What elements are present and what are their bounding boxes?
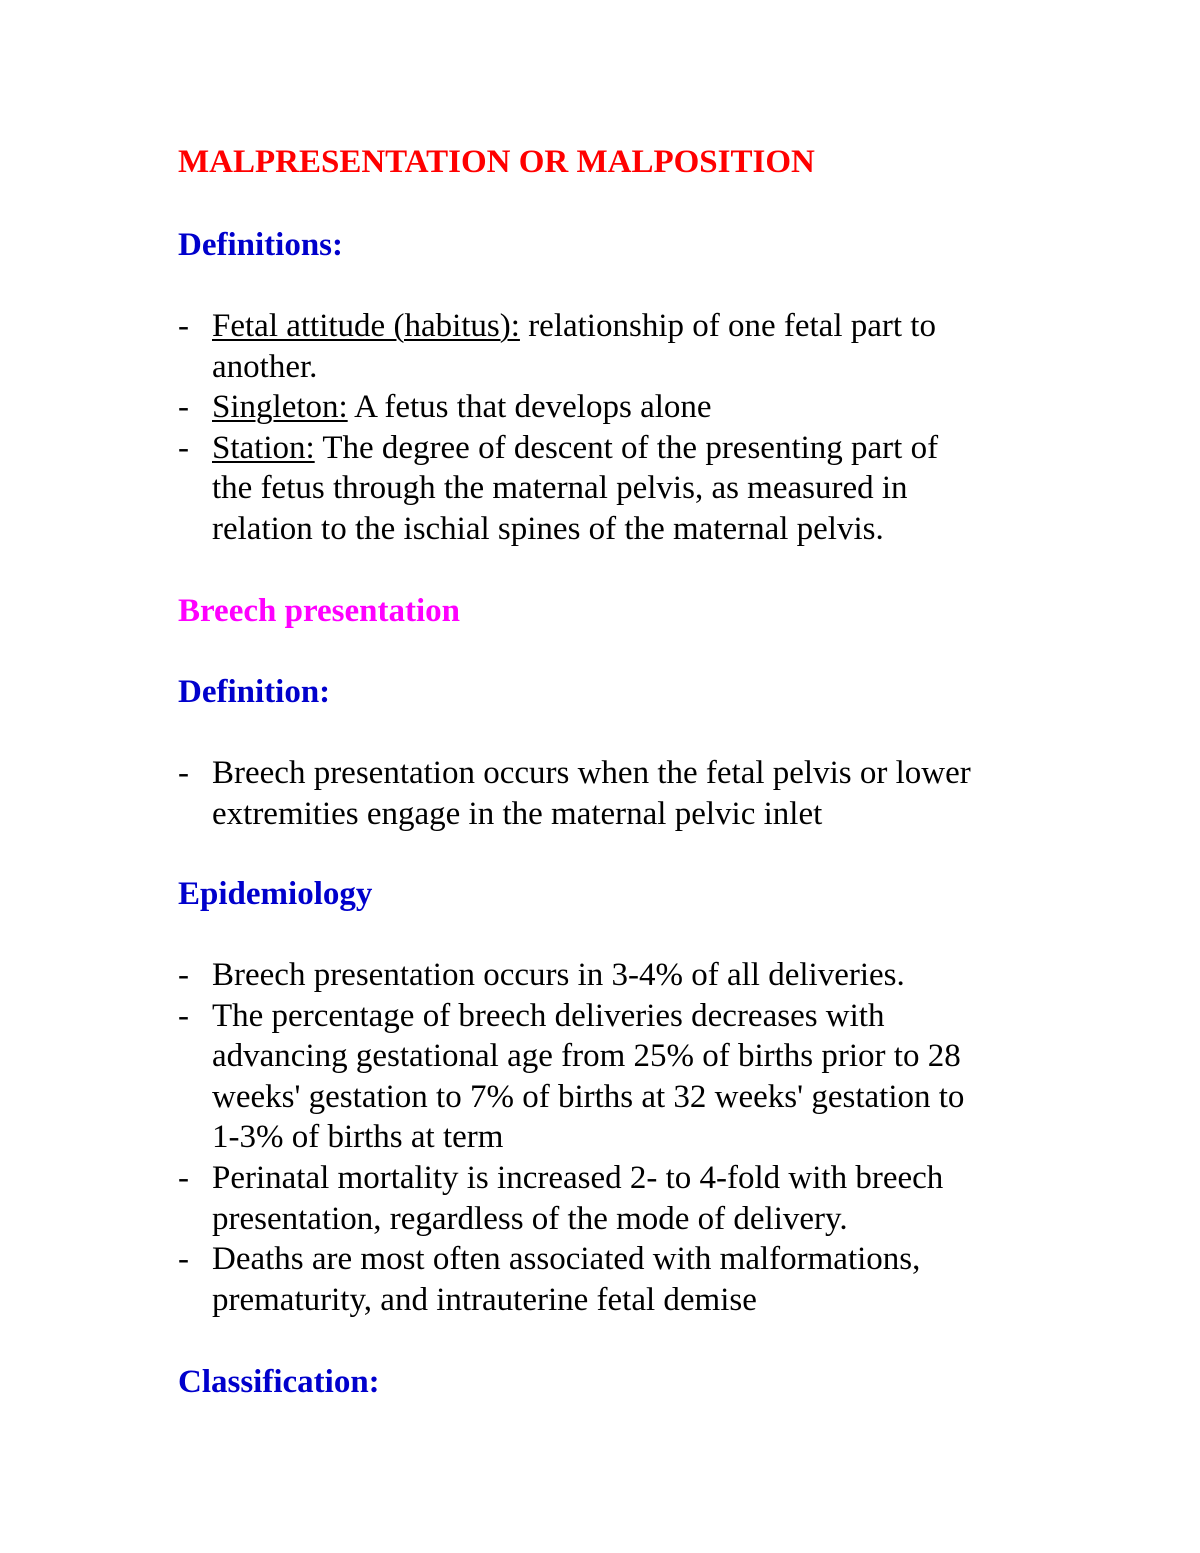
list-bullet: - [178,957,189,993]
list-item-line: weeks' gestation to 7% of births at 32 weeks' gestation to [212,1078,965,1115]
list-item-line: The percentage of breech deliveries decreases with [212,997,885,1034]
list-item [178,1239,964,1320]
definition-text: The degree of descent of the presenting part of [314,429,939,466]
definitions-heading: Definitions: [178,227,343,263]
breech-definition-list [178,753,971,834]
list-item [178,1158,964,1239]
list-item [178,955,964,996]
epidemiology-list [178,955,964,1320]
definition-item-fetal-attitude [178,306,938,387]
definition-text-line: the fetus through the maternal pelvis, as measured in [212,470,908,507]
list-bullet: - [178,755,189,791]
definition-term: Fetal attitude (habitus): [212,308,520,344]
list-item-line: Breech presentation occurs when the fetal pelvis or lower [212,755,971,791]
list-item [178,753,971,834]
list-bullet: - [178,308,189,344]
list-item [178,996,964,1158]
definition-text: A fetus that develops alone [347,389,712,426]
list-item-line: presentation, regardless of the mode of delivery. [212,1200,848,1237]
definition-heading: Definition: [178,674,331,710]
list-bullet: - [178,1159,189,1196]
definition-text-line: relation to the ischial spines of the maternal pelvis. [212,510,884,547]
list-bullet: - [178,429,189,466]
definitions-list [178,306,938,550]
list-bullet: - [178,1241,189,1278]
list-item-line: prematurity, and intrauterine fetal demise [212,1281,757,1318]
list-item-line: Perinatal mortality is increased 2- to 4-fold with breech [212,1159,944,1196]
definition-first-line [212,306,938,347]
list-item-line: 1-3% of births at term [212,1119,504,1156]
definition-item-station [178,428,938,550]
definition-first-line [212,428,938,469]
breech-presentation-heading: Breech presentation [178,593,460,629]
definition-first-line [212,387,938,428]
definition-text: relationship of one fetal part to [519,308,936,344]
definition-text-line: another. [212,348,318,385]
list-item-line: extremities engage in the maternal pelvic inlet [212,795,823,832]
list-item-line: advancing gestational age from 25% of births prior to 28 [212,1038,961,1075]
definition-term: Station: [212,429,315,466]
epidemiology-heading: Epidemiology [178,876,373,912]
list-item-line: Deaths are most often associated with malformations, [212,1241,921,1278]
list-item-line: Breech presentation occurs in 3-4% of all deliveries. [212,957,905,993]
list-bullet: - [178,997,189,1034]
document-title: MALPRESENTATION OR MALPOSITION [178,144,815,180]
definition-term: Singleton: [212,389,348,426]
classification-heading: Classification: [178,1364,380,1400]
list-bullet: - [178,389,189,426]
definition-item-singleton [178,387,938,428]
